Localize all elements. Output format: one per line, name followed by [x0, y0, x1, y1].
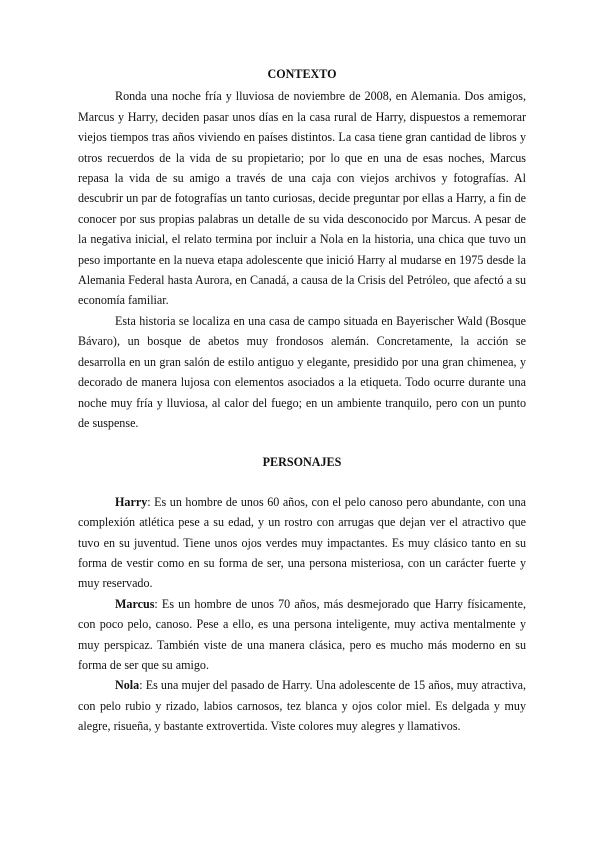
contexto-heading: CONTEXTO [267, 67, 337, 81]
character-description-marcus: : Es un hombre de unos 70 años, más desmejorado que Harry físicamente, con poco pelo, canoso. Pese a ello, es una persona inteligente, muy activa mentalmente y muy perspicaz. También viste de una manera clásica, pero es mucho más moderno en su forma de ser que su amigo. [78, 596, 526, 672]
contexto-paragraph-1: Ronda una noche fría y lluviosa de noviembre de 2008, en Alemania. Dos amigos, Marcus y Harry, deciden pasar unos días en la casa rural de Harry, dispuestos a rememorar viejos tiempos tras años viviendo en países distintos. La casa tiene gran cantidad de libros y otros recuerdos de la vida de su propietario; por lo que en una de esas noches, Marcus repasa la vida de su amigo a través de una caja con viejos archivos y fotografías. Al descubrir un par de fotografías un tanto curiosas, decide preguntar por ellas a Harry, a fin de conocer por sus propias palabras un detalle de su vida desconocido por Marcus. A pesar de la negativa inicial, el relato termina por incluir a Nola en la historia, una chica que tuvo un peso importante en la nueva etapa adolescente que inició Harry al mudarse en 1975 desde la Alemania Federal hasta Aurora, en Canadá, a causa de la Crisis del Petróleo, que afectó a su economía familiar. [78, 89, 526, 308]
character-description-nola: : Es una mujer del pasado de Harry. Una adolescente de 15 años, muy atractiva, con pelo rubio y rizado, labios carnosos, tez blanca y ojos color miel. Es delgada y muy alegre, risueña, y bastante extrovertida. Viste colores muy alegres y llamativos. [78, 678, 526, 734]
character-description-harry: : Es un hombre de unos 60 años, con el pelo canoso pero abundante, con una complexión atlética pese a su edad, y un rostro con arrugas que dejan ver el atractivo que tuvo en su juventud. Tiene unos ojos verdes muy impactantes. Es muy clásico tanto en su forma de vestir como en su forma de ser, una persona misteriosa, con un carácter fuerte y muy reservado. [78, 494, 526, 591]
character-name-marcus: Marcus [115, 596, 155, 611]
contexto-paragraph-2: Esta historia se localiza en una casa de campo situada en Bayerischer Wald (Bosque Bávaro), un bosque de abetos muy frondosos alemán. Concretamente, la acción se desarrolla en un gran salón de estilo antiguo y elegante, presidido por una gran chimenea, y decorado de manera lujosa con elementos asociados a la etiqueta. Todo ocurre durante una noche muy fría y lluviosa, al calor del fuego; en un ambiente tranquilo, pero con un punto de suspense. [78, 313, 526, 430]
character-name-nola: Nola [115, 678, 140, 693]
character-harry [78, 492, 526, 594]
character-marcus [78, 594, 526, 676]
personajes-heading: PERSONAJES [262, 455, 342, 470]
document-page [78, 64, 526, 737]
character-nola [78, 675, 526, 736]
character-name-harry: Harry [115, 494, 148, 509]
